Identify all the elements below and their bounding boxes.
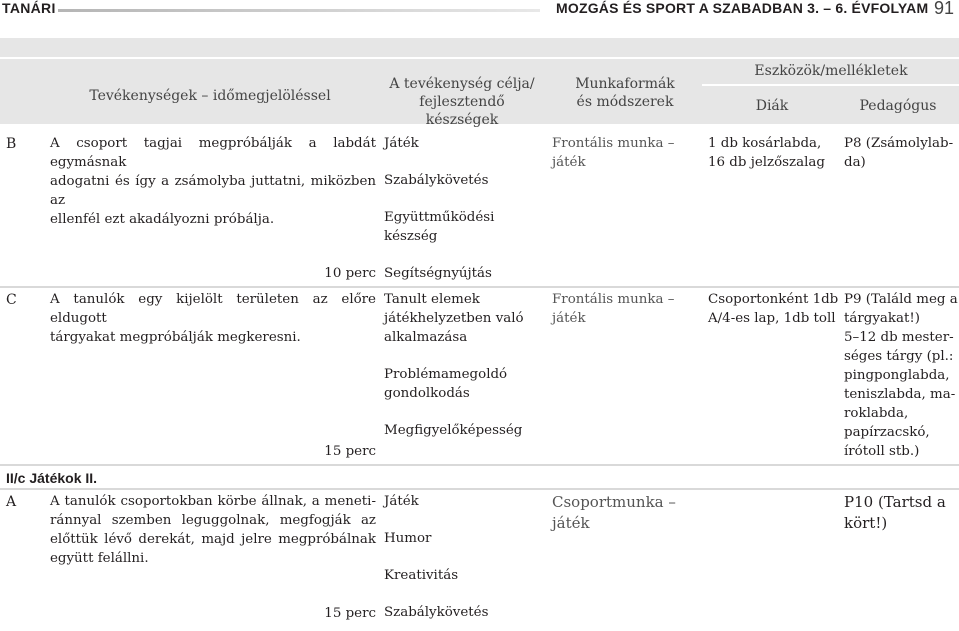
row-c-student-tools xyxy=(708,290,840,328)
goal-item: Játék xyxy=(384,494,419,509)
goal-item: gondolkodás xyxy=(384,386,470,401)
col-header-methods-line1: Munkaformák xyxy=(575,76,675,92)
row-c-time: 15 perc xyxy=(324,444,376,459)
teacher-tool-line: papírzacskó, xyxy=(844,425,930,440)
row-divider xyxy=(0,286,959,288)
method-line: játék xyxy=(552,155,586,170)
header-label-tanari: TANÁRI xyxy=(2,0,56,16)
goal-item: készség xyxy=(384,229,438,244)
row-a-activity-line: előttük lévő derekát, majd jelre megpróbálnak xyxy=(50,532,376,547)
goal-item: Problémamegoldó xyxy=(384,367,508,382)
row-a-methods xyxy=(552,492,702,534)
student-tool-line: 1 db kosárlabda, xyxy=(708,136,822,151)
row-b-activity-line: A csoport tagjai megpróbálják a labdát egymásnak xyxy=(50,136,376,170)
row-b-methods xyxy=(552,134,702,172)
row-b-goals xyxy=(384,134,544,283)
teacher-tool-line: roklabda, xyxy=(844,406,909,421)
section-heading: II/c Játékok II. xyxy=(6,470,98,486)
teacher-tool-line: írótoll stb.) xyxy=(844,444,920,459)
teacher-tool-line: da) xyxy=(844,155,866,170)
row-b-student-tools xyxy=(708,134,838,172)
goal-item: Kreativitás xyxy=(384,568,459,583)
row-letter-a: A xyxy=(6,494,17,510)
goal-item: Tanult elemek xyxy=(384,292,480,307)
teacher-tool-line: kört!) xyxy=(844,514,888,532)
row-a-time: 15 perc xyxy=(324,606,376,621)
method-line: játék xyxy=(552,514,590,532)
method-line: Csoportmunka – xyxy=(552,493,676,511)
student-tool-line: Csoportonként 1db xyxy=(708,292,839,307)
header-mid-rule xyxy=(702,84,959,86)
teacher-tool-line: séges tárgy (pl.: xyxy=(844,349,954,364)
goal-item: Megfigyelőképesség xyxy=(384,423,523,438)
teacher-tool-line: tárgyakat!) xyxy=(844,311,920,326)
goal-item: Együttműködési xyxy=(384,210,495,225)
row-b-time: 10 perc xyxy=(324,266,376,281)
method-line: játék xyxy=(552,311,586,326)
running-header xyxy=(0,0,959,22)
col-header-goals-line2: fejlesztendő készségek xyxy=(419,94,505,128)
row-a-activity-line: ránnyal szemben leguggolnak, megfogják az xyxy=(50,513,376,528)
goal-item: Szabálykövetés xyxy=(384,173,489,188)
row-c-activity-line: A tanulók egy kijelölt területen az előre eldugott xyxy=(50,292,376,326)
row-c-activity-line: tárgyakat megpróbálják megkeresni. xyxy=(50,330,301,345)
row-a-activity-line: együtt felállni. xyxy=(50,551,149,566)
col-header-goals-line1: A tevékenység célja/ xyxy=(389,76,535,92)
col-header-activities: Tevékenységek – időmegjelöléssel xyxy=(89,88,331,104)
row-letter-b: B xyxy=(6,136,17,152)
col-header-methods-line2: és módszerek xyxy=(576,94,674,110)
row-a-goals xyxy=(384,492,544,622)
header-title: MOZGÁS ÉS SPORT A SZABADBAN 3. – 6. ÉVFOLYAM xyxy=(556,0,929,16)
table-header xyxy=(0,38,959,128)
row-a-activity-line: A tanulók csoportokban körbe állnak, a meneti- xyxy=(50,494,376,509)
method-line: Frontális munka – xyxy=(552,136,675,151)
page-number: 91 xyxy=(934,0,955,18)
row-c-goals xyxy=(384,290,546,440)
row-a-activity xyxy=(50,492,376,568)
row-divider xyxy=(0,488,959,490)
header-rule xyxy=(58,9,540,12)
method-line: Frontális munka – xyxy=(552,292,675,307)
teacher-tool-line: P10 (Tartsd a xyxy=(844,493,946,511)
teacher-tool-line: P9 (Találd meg a xyxy=(844,292,958,307)
row-b-activity-line: adogatni és így a zsámolyba juttatni, miközben az xyxy=(50,174,376,208)
goal-item: alkalmazása xyxy=(384,330,468,345)
goal-item: Segítségnyújtás xyxy=(384,266,492,281)
col-header-teacher: Pedagógus xyxy=(859,98,937,114)
goal-item: Humor xyxy=(384,531,432,546)
row-letter-c: C xyxy=(6,292,17,308)
row-c-methods xyxy=(552,290,702,328)
col-header-goals xyxy=(382,75,542,129)
row-a-teacher-tools xyxy=(844,492,958,534)
col-header-tools: Eszközök/mellékletek xyxy=(754,63,908,79)
row-b-teacher-tools xyxy=(844,134,958,172)
row-c-teacher-tools xyxy=(844,290,958,461)
teacher-tool-line: 5–12 db mester- xyxy=(844,330,954,345)
goal-item: játékhelyzetben való xyxy=(384,311,524,326)
row-c-activity xyxy=(50,290,376,347)
teacher-tool-line: teniszlabda, ma- xyxy=(844,387,956,402)
row-b-activity xyxy=(50,134,376,229)
goal-item: Játék xyxy=(384,136,419,151)
student-tool-line: 16 db jelzőszalag xyxy=(708,155,825,170)
row-divider xyxy=(0,464,959,466)
col-header-student: Diák xyxy=(755,98,789,114)
teacher-tool-line: P8 (Zsámolylab- xyxy=(844,136,954,151)
col-header-methods xyxy=(545,75,705,111)
row-b-activity-line: ellenfél ezt akadályozni próbálja. xyxy=(50,212,275,227)
header-top-rule xyxy=(0,57,959,59)
goal-item: Szabálykövetés xyxy=(384,605,489,620)
teacher-tool-line: pingponglabda, xyxy=(844,368,950,383)
student-tool-line: A/4-es lap, 1db toll xyxy=(708,311,836,326)
